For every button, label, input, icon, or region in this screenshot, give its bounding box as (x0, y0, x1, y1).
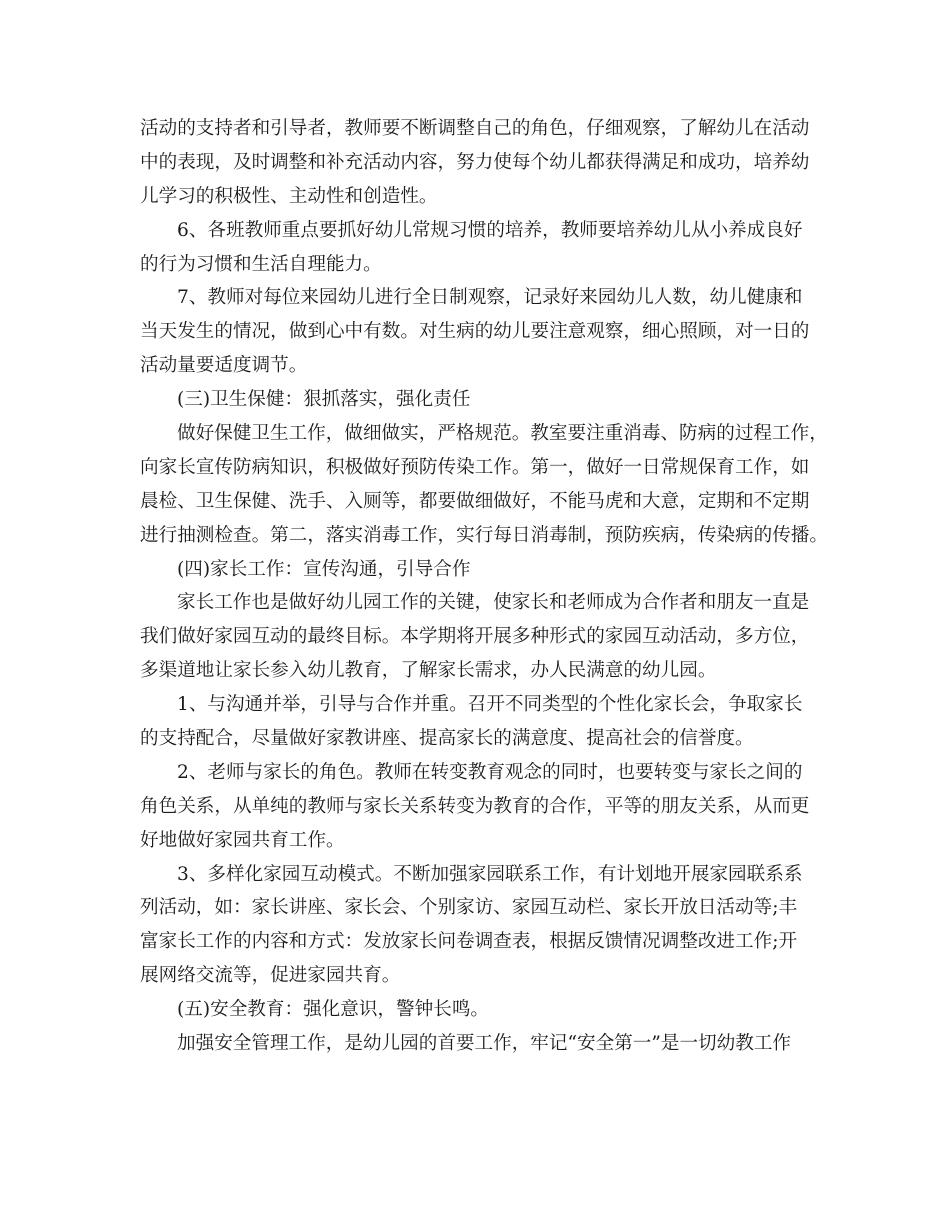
text-line: 多渠道地让家长参入幼儿教育，了解家长需求，办人民满意的幼儿园。 (140, 660, 717, 682)
text-line: 好地做好家园共育工作。 (140, 829, 345, 851)
text-line: 角色关系，从单纯的教师与家长关系转变为教育的合作，平等的朋友关系，从而更 (140, 795, 810, 817)
text-line: 做好保健卫生工作，做细做实，严格规范。教室要注重消毒、防病的过程工作， (177, 423, 828, 445)
text-line: 3、多样化家园互动模式。不断加强家园联系工作，有计划地开展家园联系系 (177, 863, 803, 885)
text-line: 向家长宣传防病知识，积极做好预防传染工作。第一，做好一日常规保育工作，如 (140, 456, 810, 478)
text-line: 列活动，如：家长讲座、家长会、个别家访、家园互动栏、家长开放日活动等;丰 (140, 897, 798, 919)
text-line: 活动量要适度调节。 (140, 355, 308, 377)
text-line: 当天发生的情况，做到心中有数。对生病的幼儿要注意观察，细心照顾，对一日的 (140, 321, 810, 343)
text-line: 2、老师与家长的角色。教师在转变教育观念的同时，也要转变与家长之间的 (177, 761, 803, 783)
text-line: 晨检、卫生保健、洗手、入厕等，都要做细做好，不能马虎和大意，定期和不定期 (140, 490, 810, 512)
text-line: 儿学习的积极性、主动性和创造性。 (140, 185, 438, 207)
text-line: 加强安全管理工作，是幼儿园的首要工作，牢记“安全第一”是一切幼教工作 (177, 1033, 792, 1055)
text-line: 6、各班教师重点要抓好幼儿常规习惯的培养，教师要培养幼儿从小养成良好 (177, 219, 803, 241)
text-line: 家长工作也是做好幼儿园工作的关键，使家长和老师成为合作者和朋友一直是 (177, 592, 810, 614)
text-line: 7、教师对每位来园幼儿进行全日制观察，记录好来园幼儿人数，幼儿健康和 (177, 287, 803, 309)
text-line: 进行抽测检查。第二，落实消毒工作，实行每日消毒制，预防疾病，传染病的传播。 (140, 524, 828, 546)
section-heading: (四)家长工作：宣传沟通，引导合作 (177, 558, 471, 580)
text-line: 中的表现，及时调整和补充活动内容，努力使每个幼儿都获得满足和成功，培养幼 (140, 151, 810, 173)
text-line: 富家长工作的内容和方式：发放家长问卷调查表，根据反馈情况调整改进工作;开 (140, 931, 798, 953)
text-line: 的支持配合，尽量做好家教讲座、提高家长的满意度、提高社会的信誉度。 (140, 728, 754, 750)
text-line: 我们做好家园互动的最终目标。本学期将开展多种形式的家园互动活动，多方位， (140, 626, 810, 648)
text-line: 展网络交流等，促进家园共育。 (140, 965, 401, 987)
text-line: 活动的支持者和引导者，教师要不断调整自己的角色，仔细观察，了解幼儿在活动 (140, 118, 810, 139)
text-line: 的行为习惯和生活自理能力。 (140, 253, 382, 275)
text-line: 1、与沟通并举，引导与合作并重。召开不同类型的个性化家长会，争取家长 (177, 694, 803, 716)
section-heading: (五)安全教育：强化意识，警钟长鸣。 (177, 999, 490, 1021)
document-body (140, 112, 828, 1061)
section-heading: (三)卫生保健：狠抓落实，强化责任 (177, 389, 471, 411)
